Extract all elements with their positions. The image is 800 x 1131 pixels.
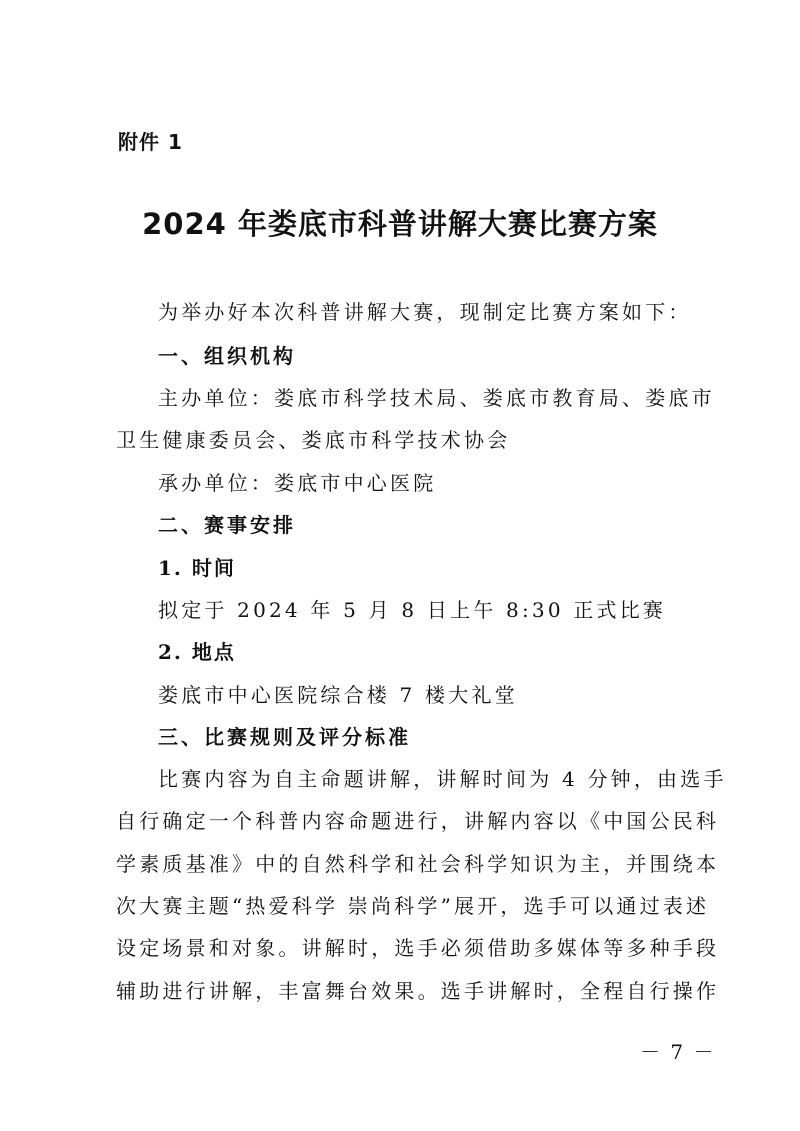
rules-paragraph-line: 比赛内容为自主命题讲解，讲解时间为 4 分钟，由选手	[158, 767, 727, 791]
section-heading-rules: 三、比赛规则及评分标准	[158, 725, 411, 749]
page-number: － 7 －	[640, 1040, 716, 1064]
attachment-label: 附件 1	[118, 130, 183, 154]
host-units-line-2: 卫生健康委员会、娄底市科学技术协会	[116, 428, 511, 452]
subheading-place: 2. 地点	[158, 640, 236, 664]
rules-paragraph-line: 次大赛主题“热爱科学 崇尚科学”展开，选手可以通过表述	[116, 894, 710, 918]
rules-paragraph-line: 辅助进行讲解，丰富舞台效果。选手讲解时，全程自行操作	[116, 979, 720, 1003]
organizer-unit: 承办单位：娄底市中心医院	[158, 471, 437, 495]
rules-paragraph-line: 自行确定一个科普内容命题进行，讲解内容以《中国公民科	[116, 809, 720, 833]
intro-paragraph: 为举办好本次科普讲解大赛，现制定比赛方案如下：	[158, 300, 692, 324]
rules-paragraph-line: 学素质基准》中的自然科学和社会科学知识为主，并围绕本	[116, 852, 720, 876]
time-text: 拟定于 2024 年 5 月 8 日上午 8:30 正式比赛	[158, 598, 667, 622]
section-heading-organization: 一、组织机构	[158, 344, 296, 368]
place-text: 娄底市中心医院综合楼 7 楼大礼堂	[158, 683, 518, 707]
subheading-time: 1. 时间	[158, 556, 236, 580]
host-units-line-1: 主办单位：娄底市科学技术局、娄底市教育局、娄底市	[158, 386, 715, 410]
rules-paragraph-line: 设定场景和对象。讲解时，选手必须借助多媒体等多种手段	[116, 936, 720, 960]
section-heading-schedule: 二、赛事安排	[158, 513, 296, 537]
document-title: 2024 年娄底市科普讲解大赛比赛方案	[142, 207, 658, 241]
